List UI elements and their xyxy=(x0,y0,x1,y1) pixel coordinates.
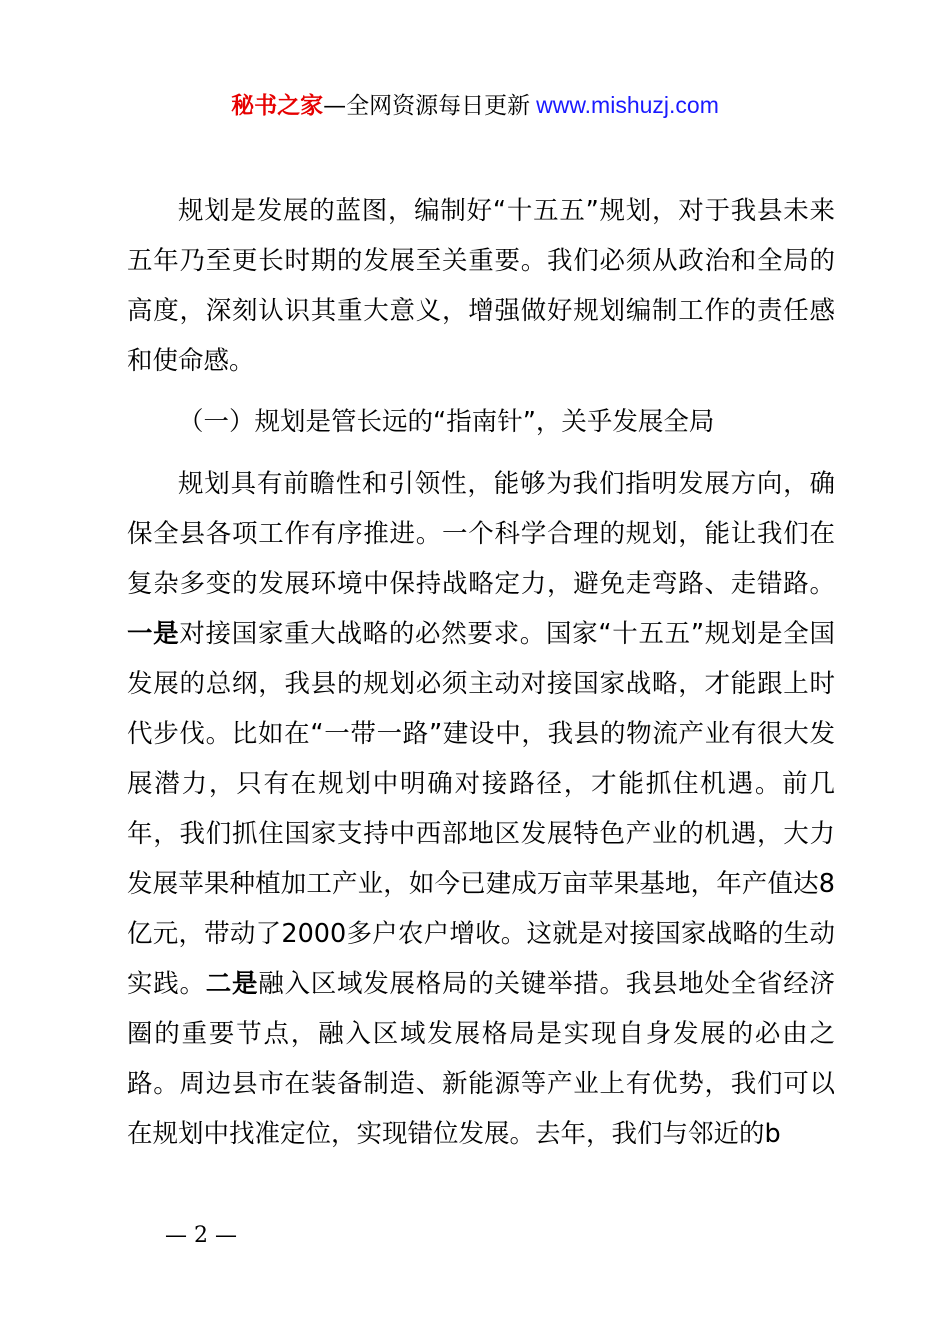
point-two-lead: 二是 xyxy=(205,969,259,999)
brand-name: 秘书之家 xyxy=(231,93,324,119)
document-body xyxy=(127,186,835,1159)
section-heading: （一）规划是管长远的“指南针”，关乎发展全局 xyxy=(178,407,715,437)
paragraph-intro: 规划是发展的蓝图，编制好“十五五”规划，对于我县未来五年乃至更长时期的发展至关重要。我们必须从政治和全局的高度，深刻认识其重大意义，增强做好规划编制工作的责任感和使命感。 xyxy=(127,196,835,376)
page-header xyxy=(0,86,950,125)
paragraph-body-intro: 规划具有前瞻性和引领性，能够为我们指明发展方向，确保全县各项工作有序推进。一个科学合理的规划，能让我们在复杂多变的发展环境中保持战略定力，避免走弯路、走错路。 xyxy=(127,469,835,599)
header-slogan: 全网资源每日更新 xyxy=(346,93,531,119)
header-dash: — xyxy=(323,93,347,119)
page-number: — 2 — xyxy=(165,1223,237,1248)
point-two-text: 融入区域发展格局的关键举措。我县地处全省经济圈的重要节点，融入区域发展格局是实现自身发展的必由之路。周边县市在装备制造、新能源等产业上有优势，我们可以在规划中找准定位，实现错位发展。去年，我们与邻近的b xyxy=(127,969,835,1149)
point-one-lead: 一是 xyxy=(127,619,180,649)
paragraph-body xyxy=(127,459,835,1159)
website-link[interactable]: www.mishuzj.com xyxy=(536,92,719,118)
point-one-text: 对接国家重大战略的必然要求。国家“十五五”规划是全国发展的总纲，我县的规划必须主动对接国家战略，才能跟上时代步伐。比如在“一带一路”建设中，我县的物流产业有很大发展潜力，只有在规划中明确对接路径，才能抓住机遇。前几年，我们抓住国家支持中西部地区发展特色产业的机遇，大力发展苹果种植加工产业，如今已建成万亩苹果基地，年产值达8亿元，带动了2000多户农户增收。这就是对接国家战略的生动实践。 xyxy=(127,619,835,999)
